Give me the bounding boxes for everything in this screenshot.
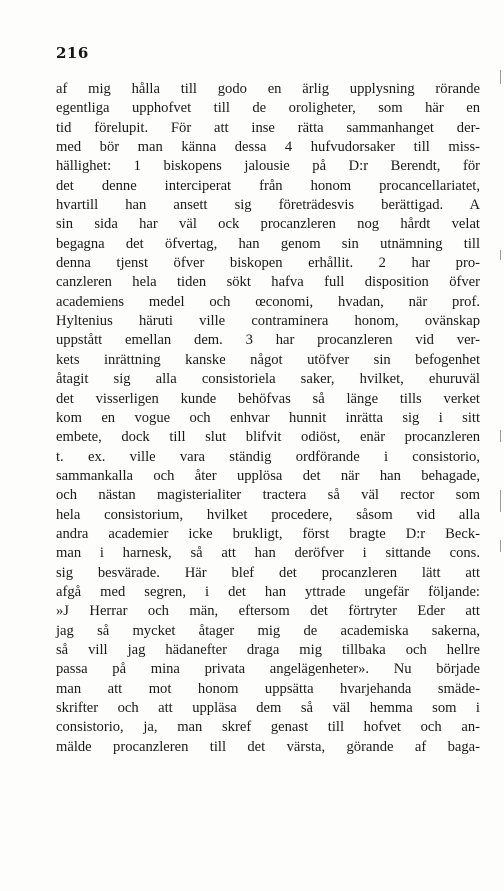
text-line: man i harnesk, så att han deröfver i sittande cons. [56, 545, 480, 562]
text-line: så vill jag hädanefter draga mig tillbaka och hellre [56, 641, 480, 658]
text-line: academiens medel och œconomi, hvadan, när prof. [56, 293, 480, 310]
text-line: hela consistorium, hvilket procedere, såsom vid alla [56, 506, 480, 523]
text-line: canzleren hela tiden sökt hafva full disposition öfver [56, 274, 480, 291]
text-line: sin sida har väl ock procanzleren nog hårdt velat [56, 216, 480, 233]
text-line: denna tjenst öfver biskopen erhållit. 2 har pro- [56, 255, 480, 272]
text-line: det denne interciperat från honom procancellariatet, [56, 177, 480, 194]
text-line: uppstått emellan dem. 3 har procanzleren vid ver- [56, 332, 480, 349]
page-edge [497, 0, 504, 891]
text-line: och nästan magisterialiter tractera så väl rector som [56, 487, 480, 504]
text-line: t. ex. ville vara ständig ordförande i consistorio, [56, 448, 480, 465]
page-text [56, 80, 480, 757]
text-line: sig besvärade. Här blef det procanzleren lätt att [56, 564, 480, 581]
text-line: Hyltenius häruti ville contraminera honom, ovänskap [56, 313, 480, 330]
text-line: consistorio, ja, man skref genast till hofvet och an- [56, 719, 480, 736]
text-line: skrifter och att uppläsa dem så väl hemma som i [56, 700, 480, 716]
edge-mark [500, 490, 501, 512]
text-line: sammankalla och åter upplösa det när han behagade, [56, 467, 480, 484]
edge-mark [500, 70, 501, 84]
text-line: tid förelupit. För att inse rätta sammanhanget der- [56, 119, 480, 136]
text-line: hvartill han ansett sig företrädesvis berättigad. A [56, 197, 480, 214]
text-line: mälde procanzleren till det värsta, görande af baga- [56, 738, 480, 755]
text-line: passa på mina privata angelägenheter». Nu började [56, 661, 480, 678]
text-line: jag så mycket åtager mig de academiska sakerna, [56, 622, 480, 639]
text-line: man att mot honom uppsätta hvarjehanda smäde- [56, 680, 480, 697]
text-line: kets inrättning kanske något utöfver sin befogenhet [56, 351, 480, 368]
text-line: det visserligen kunde behöfvas så länge tills verket [56, 390, 480, 407]
text-line: »J Herrar och män, eftersom det förtryter Eder att [56, 603, 480, 620]
text-line: egentliga upphofvet till de oroligheter, som här en [56, 100, 480, 117]
text-line: med bör man känna dessa 4 hufvudorsaker till miss- [56, 139, 480, 156]
text-line: hällighet: 1 biskopens jalousie på D:r Berendt, för [56, 158, 480, 175]
edge-mark [500, 540, 501, 552]
edge-mark [500, 430, 501, 442]
text-line: af mig hålla till godo en ärlig upplysning rörande [56, 81, 480, 97]
text-line: andra academier icke brukligt, först bragte D:r Beck- [56, 525, 480, 542]
text-line: afgå med segren, i det han yttrade ungefär följande: [56, 583, 480, 600]
edge-mark [500, 250, 501, 260]
text-line: åtagit sig alla consistoriela saker, hvilket, ehuruväl [56, 371, 480, 388]
text-line: begagna det öfvertag, han genom sin utnämning till [56, 235, 480, 252]
text-line: kom en vogue och enhvar hunnit inrätta sig i sitt [56, 409, 480, 426]
page-number: 216 [56, 44, 89, 62]
text-line: embete, dock till slut blifvit odiöst, enär procanzleren [56, 429, 480, 446]
